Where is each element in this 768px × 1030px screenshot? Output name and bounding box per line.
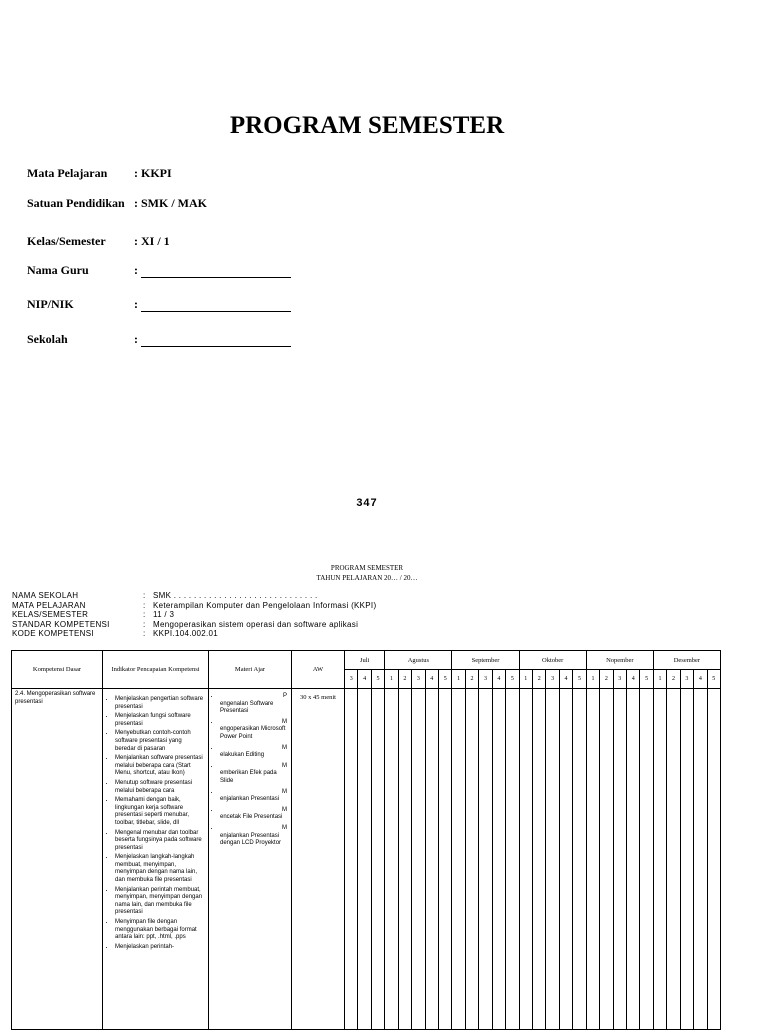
week-header: 4 <box>627 670 640 689</box>
week-cell <box>465 689 478 1030</box>
week-cell <box>358 689 371 1030</box>
week-cell <box>438 689 451 1030</box>
week-cell <box>600 689 613 1030</box>
materi-list <box>209 693 291 848</box>
materi-item <box>220 745 291 760</box>
week-cell <box>412 689 425 1030</box>
indikator-item: • Menjalankan perintah membuat, menyimpan, menyimpan dengan nama lain, dan membuka file presentasi <box>115 887 208 917</box>
info-value: Keterampilan Komputer dan Pengelolaan Informasi (KKPI) <box>153 600 377 610</box>
week-header: 5 <box>438 670 451 689</box>
materi-initial: • M <box>282 806 287 813</box>
week-header: 2 <box>398 670 411 689</box>
cover-value: : XI / 1 <box>134 234 170 248</box>
month-header-nopember: Nopember <box>586 651 653 670</box>
materi-initial: • M <box>282 824 287 831</box>
week-header: 1 <box>385 670 398 689</box>
week-header: 5 <box>640 670 653 689</box>
week-header: 4 <box>492 670 505 689</box>
week-header: 4 <box>559 670 572 689</box>
week-cell <box>559 689 572 1030</box>
materi-text: engenalan Software Presentasi <box>220 700 274 715</box>
materi-text: encetak File Presentasi <box>220 814 283 821</box>
info-row-mata-pelajaran <box>12 601 376 611</box>
week-header: 4 <box>358 670 371 689</box>
materi-initial: • M <box>282 762 287 769</box>
fill-in-line <box>141 334 291 347</box>
cover-colon: : <box>134 263 138 277</box>
cover-label: NIP/NIK <box>27 297 74 311</box>
week-header: 1 <box>586 670 599 689</box>
materi-item <box>220 789 291 804</box>
info-row-standar-kompetensi <box>12 620 376 630</box>
program-subtitle: TAHUN PELAJARAN 20… / 20… <box>316 574 418 582</box>
indikator-list <box>103 696 208 951</box>
week-cell <box>425 689 438 1030</box>
program-heading <box>0 563 734 583</box>
cover-value: : SMK / MAK <box>134 196 207 210</box>
indikator-item: • Memahami dengan baik, lingkungan kerja software presentasi seperti menubar, toolbar, titlebar, slide, dll <box>115 797 208 827</box>
info-colon: : <box>143 600 146 610</box>
week-cell <box>694 689 707 1030</box>
week-cell <box>680 689 693 1030</box>
week-header: 3 <box>479 670 492 689</box>
cover-colon: : <box>134 332 138 346</box>
aw-cell <box>292 689 345 1030</box>
month-header-september: September <box>452 651 519 670</box>
materi-text: engoperasikan Microsoft Power Point <box>220 726 286 740</box>
indikator-item: • Menutup software presentasi melalui beberapa cara <box>115 780 208 795</box>
week-header: 5 <box>371 670 384 689</box>
info-row-nama-sekolah <box>12 591 376 601</box>
info-key: MATA PELAJARAN <box>12 600 86 610</box>
cover-label: Sekolah <box>27 332 68 346</box>
week-cell <box>345 689 358 1030</box>
week-cell <box>506 689 519 1030</box>
header-kompetensi-dasar: Kompetensi Dasar <box>12 651 103 689</box>
cover-value: : KKPI <box>134 166 172 180</box>
cover-label: Nama Guru <box>27 263 89 277</box>
indikator-item: • Menjelaskan pengertian software presentasi <box>115 696 208 711</box>
materi-initial: • M <box>282 788 287 795</box>
info-key: KELAS/SEMESTER <box>12 610 89 620</box>
week-cell <box>573 689 586 1030</box>
month-header-agustus: Agustus <box>385 651 452 670</box>
week-cell <box>385 689 398 1030</box>
materi-item <box>220 763 291 786</box>
week-cell <box>533 689 546 1030</box>
week-header: 4 <box>425 670 438 689</box>
indikator-item: • Menjalankan software presentasi melalui beberapa cara (Start Menu, shortcut, atau Ikon) <box>115 755 208 778</box>
week-header: 5 <box>707 670 720 689</box>
week-header: 3 <box>345 670 358 689</box>
week-cell <box>653 689 666 1030</box>
month-header-oktober: Oktober <box>519 651 586 670</box>
week-cell <box>627 689 640 1030</box>
indikator-item: • Menjelaskan langkah-langkah membuat, menyimpan, menyimpan dengan nama lain, dan membuka file presentasi <box>115 854 208 884</box>
week-header: 5 <box>506 670 519 689</box>
week-cell <box>398 689 411 1030</box>
week-cell <box>371 689 384 1030</box>
materi-item <box>220 807 291 822</box>
week-header: 3 <box>546 670 559 689</box>
cover-row-satuan-pendidikan <box>27 196 207 211</box>
week-cell <box>640 689 653 1030</box>
materi-initial: • M <box>282 744 287 751</box>
info-row-kode-kompetensi <box>12 629 376 639</box>
info-value: SMK . . . . . . . . . . . . . . . . . . . . . . . . . . . . . <box>153 591 318 600</box>
week-cell <box>546 689 559 1030</box>
program-semester-table <box>11 650 721 1030</box>
aw-value: 30 x 45 menit <box>300 694 336 701</box>
materi-initial: • P <box>282 693 287 699</box>
materi-text: enjalankan Presentasi dengan LCD Proyektor <box>220 832 282 847</box>
materi-text: enjalankan Presentasi <box>220 796 280 803</box>
info-key: KODE KOMPETENSI <box>12 629 94 639</box>
indikator-item: • Menjelaskan fungsi software presentasi <box>115 713 208 728</box>
week-cell <box>452 689 465 1030</box>
info-colon: : <box>143 591 146 600</box>
page-number: 347 <box>356 497 378 509</box>
week-header: 2 <box>465 670 478 689</box>
week-header: 2 <box>533 670 546 689</box>
cover-label: Mata Pelajaran <box>27 166 108 180</box>
indikator-item: • Menyimpan file dengan menggunakan berbagai format antara lain: ppt, .html, .pps <box>115 919 208 942</box>
materi-initial: • M <box>282 718 287 725</box>
info-value: 11 / 3 <box>153 610 175 620</box>
info-key: STANDAR KOMPETENSI <box>12 619 110 629</box>
week-cell <box>586 689 599 1030</box>
week-header: 1 <box>452 670 465 689</box>
cover-row-mata-pelajaran <box>27 166 172 181</box>
materi-text: emberikan Efek pada Slide <box>220 770 277 784</box>
header-aw: AW <box>292 651 345 689</box>
info-value: KKPI.104.002.01 <box>153 629 218 639</box>
materi-text: elakukan Editing <box>220 752 265 759</box>
week-cell <box>613 689 626 1030</box>
cover-label: Satuan Pendidikan <box>27 196 125 210</box>
week-cell <box>707 689 720 1030</box>
week-cell <box>519 689 532 1030</box>
week-header: 2 <box>667 670 680 689</box>
week-cell <box>479 689 492 1030</box>
week-header: 1 <box>653 670 666 689</box>
week-header: 2 <box>600 670 613 689</box>
header-materi-ajar: Materi Ajar <box>209 651 292 689</box>
cover-title: PROGRAM SEMESTER <box>229 112 505 139</box>
header-indikator: Indikator Pencapaian Kompetensi <box>103 651 209 689</box>
materi-item <box>220 693 291 716</box>
info-row-kelas-semester <box>12 610 376 620</box>
indikator-item: • Menjelaskan perintah- <box>115 944 208 952</box>
week-header: 3 <box>680 670 693 689</box>
week-cell <box>492 689 505 1030</box>
program-info <box>12 591 376 639</box>
info-value: Mengoperasikan sistem operasi dan software aplikasi <box>153 619 359 629</box>
cover-row-nama-guru <box>27 263 291 278</box>
kompetensi-dasar-cell <box>12 689 103 1030</box>
indikator-item: • Menyebutkan contoh-contoh software presentasi yang beredar di pasaran <box>115 730 208 753</box>
info-colon: : <box>143 629 146 639</box>
materi-item <box>220 719 291 742</box>
fill-in-line <box>141 265 291 278</box>
week-header: 1 <box>519 670 532 689</box>
info-key: NAMA SEKOLAH <box>12 591 79 600</box>
materi-cell <box>209 689 292 1030</box>
cover-row-sekolah <box>27 332 291 347</box>
week-header: 4 <box>694 670 707 689</box>
week-header: 5 <box>573 670 586 689</box>
cover-colon: : <box>134 297 138 311</box>
cover-row-nip-nik <box>27 297 291 312</box>
week-header: 3 <box>613 670 626 689</box>
cover-row-kelas-semester <box>27 234 170 249</box>
cover-label: Kelas/Semester <box>27 234 106 248</box>
info-colon: : <box>143 619 146 629</box>
materi-item <box>220 825 291 848</box>
fill-in-line <box>141 299 291 312</box>
week-cell <box>667 689 680 1030</box>
month-header-desember: Desember <box>653 651 720 670</box>
indikator-item: • Mengenal menubar dan toolbar beserta fungsinya pada software presentasi <box>115 830 208 853</box>
week-header: 3 <box>412 670 425 689</box>
indikator-cell <box>103 689 209 1030</box>
kompetensi-dasar-text: 2.4. Mengoperasikan software presentasi <box>15 691 96 705</box>
program-title: PROGRAM SEMESTER <box>330 564 404 572</box>
month-header-juli: Juli <box>345 651 385 670</box>
info-colon: : <box>143 610 146 620</box>
